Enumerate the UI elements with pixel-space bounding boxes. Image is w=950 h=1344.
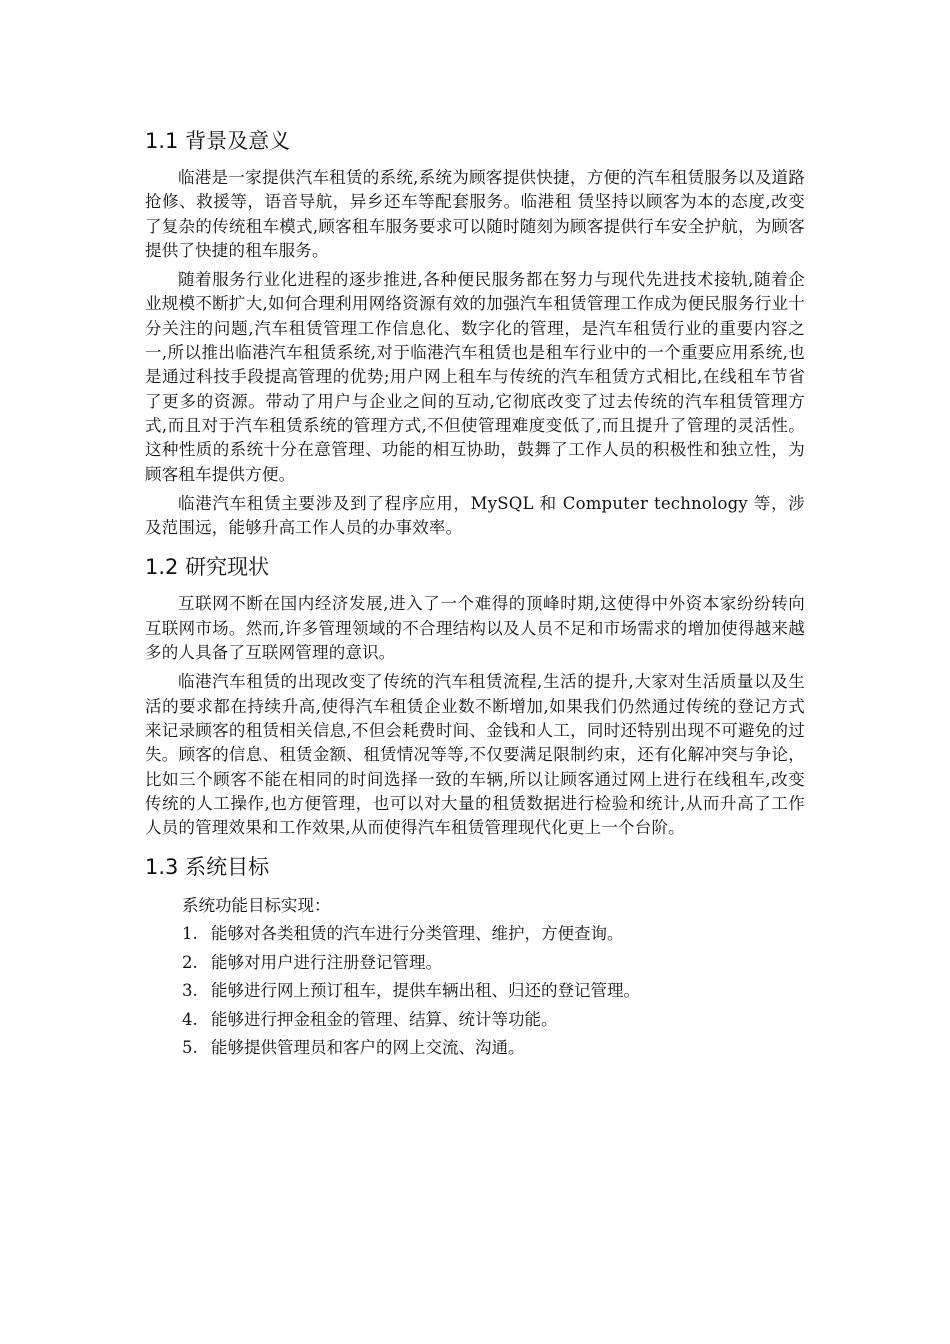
list-text: 能够提供管理员和客户的网上交流、沟通。: [211, 1038, 525, 1058]
paragraph: 随着服务行业化进程的逐步推进,各种便民服务都在努力与现代先进技术接轨,随着企业规模不断扩大,如何合理利用网络资源有效的加强汽车租赁管理工作成为便民服务行业十分关注的问题,汽车租赁管理工作信息化、数字化的管理，是汽车租赁行业的重要内容之一,所以推出临港汽车租赁系统,对于临港汽车租赁也是租车行业中的一个重要应用系统,也是通过科技手段提高管理的优势;用户网上租车与传统的汽车租赁方式相比,在线租车节省了更多的资源。带动了用户与企业之间的互动,它彻底改变了过去传统的汽车租赁管理方式,而且对于汽车租赁系统的管理方式,不但使管理难度变低了,而且提升了管理的灵活性。这种性质的系统十分在意管理、功能的相互协助，鼓舞了工作人员的积极性和独立性，为顾客租车提供方便。: [145, 270, 805, 484]
list-text: 能够进行押金租金的管理、结算、统计等功能。: [211, 1009, 558, 1029]
goal-list: [145, 920, 805, 1063]
list-intro: 系统功能目标实现：: [182, 896, 331, 916]
section-heading: 1.1 背景及意义: [145, 129, 291, 153]
list-number: 1.: [182, 924, 198, 944]
list-number: 4.: [182, 1009, 198, 1029]
section-heading: 1.3 系统目标: [145, 855, 270, 880]
list-number: 5.: [182, 1038, 198, 1058]
list-text: 能够进行网上预订租车，提供车辆出租、归还的登记管理。: [211, 981, 640, 1001]
list-item: [182, 1034, 805, 1063]
paragraph: 临港汽车租赁的出现改变了传统的汽车租赁流程,生活的提升,大家对生活质量以及生活的要求都在持续升高,使得汽车租赁企业数不断增加,如果我们仍然通过传统的登记方式来记录顾客的租赁相关信息,不但会耗费时间、金钱和人工，同时还特别出现不可避免的过失。顾客的信息、租赁金额、租赁情况等等,不仅要满足限制约束，还有化解冲突与争论，比如三个顾客不能在相同的时间选择一致的车辆,所以让顾客通过网上进行在线租车,改变传统的人工操作,也方便管理，也可以对大量的租赁数据进行检验和统计,从而升高了工作人员的管理效果和工作效果,从而使得汽车租赁管理现代化更上一个台阶。: [145, 672, 805, 838]
paragraph: 临港汽车租赁主要涉及到了程序应用，MySQL 和 Computer technology 等，涉及范围远，能够升高工作人员的办事效率。: [145, 493, 805, 538]
document-page: [145, 126, 805, 1075]
list-text: 能够对各类租赁的汽车进行分类管理、维护，方便查询。: [211, 924, 624, 944]
paragraph: 互联网不断在国内经济发展,进入了一个难得的顶峰时期,这使得中外资本家纷纷转向互联网市场。然而,许多管理领域的不合理结构以及人员不足和市场需求的增加使得越来越多的人具备了互联网管理的意识。: [145, 594, 805, 663]
list-item: [182, 949, 805, 978]
list-number: 3.: [182, 981, 198, 1001]
paragraph: 临港是一家提供汽车租赁的系统,系统为顾客提供快捷，方便的汽车租赁服务以及道路抢修、救援等，语音导航，异乡还车等配套服务。临港租 赁坚持以顾客为本的态度,改变了复杂的传统租车模式,顾客租车服务要求可以随时随刻为顾客提供行车安全护航，为顾客提供了快捷的租车服务。: [145, 168, 805, 260]
list-number: 2.: [182, 952, 198, 972]
list-text: 能够对用户进行注册登记管理。: [211, 952, 442, 972]
list-item: [182, 977, 805, 1006]
section-background: [145, 126, 805, 540]
list-item: [182, 920, 805, 949]
section-system-goals: [145, 852, 805, 1063]
section-heading: 1.2 研究现状: [145, 555, 270, 580]
list-item: [182, 1006, 805, 1035]
section-research-status: [145, 552, 805, 840]
